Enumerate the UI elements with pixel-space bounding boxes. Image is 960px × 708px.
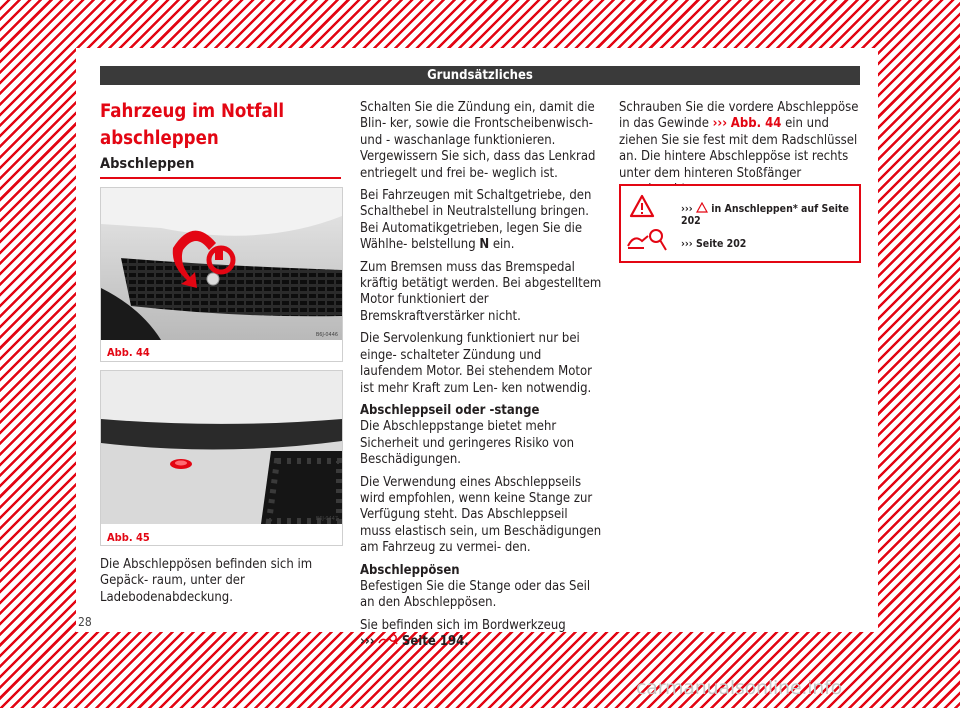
warning-ref-text: in Anschleppen* auf Seite 202 — [681, 203, 849, 227]
paragraph-toolkit: Sie befinden sich im Bordwerkzeug — [360, 617, 566, 633]
tools-icon — [378, 634, 398, 646]
figure-45-image — [101, 371, 342, 524]
figure-45-code: B6J-0447 — [315, 516, 338, 522]
figure-44 — [100, 187, 343, 362]
figure-45-caption: Abb. 45 — [107, 531, 150, 544]
gearbox-text-end: ein. — [489, 237, 515, 253]
paragraph-ignition: Schalten Sie die Zündung ein, damit die Blin- ker, sowie die Frontscheibenwisch- und - waschanlage funktionieren. Vergewissern Sie sich, dass das Lenkrad entriegelt und frei be- weglich ist. — [360, 100, 596, 181]
tools-ref-text: Seite 202 — [695, 238, 747, 250]
warning-ref-arrow: ››› — [681, 203, 693, 215]
reference-page: Seite 194. — [401, 634, 469, 650]
section-subtitle: Abschleppen — [100, 156, 195, 172]
tools-icon-large — [626, 228, 672, 252]
gear-n-label: N — [479, 237, 490, 253]
column-1-text — [100, 557, 342, 612]
paragraph-bar: Die Abschleppstange bietet mehr Sicherheit und geringeres Risiko von Beschädigungen. — [360, 419, 575, 468]
subtitle-underline — [100, 177, 341, 179]
toolkit-reference[interactable] — [360, 634, 602, 650]
warning-reference[interactable] — [681, 202, 859, 227]
figure-44-link[interactable]: Abb. 44 — [730, 116, 782, 132]
figure-45 — [100, 370, 343, 546]
figure-44-image — [101, 188, 342, 340]
warning-triangle-icon — [629, 194, 655, 218]
warning-reference-box — [619, 184, 861, 263]
column-2 — [360, 100, 602, 651]
figure-link-arrow: ››› — [712, 116, 728, 132]
heading-eyelets: Abschleppösen — [360, 562, 460, 578]
paragraph-steering: Die Servolenkung funktioniert nur bei einge- schalteter Zündung und laufendem Motor. Bei stehendem Motor ist mehr Kraft zum Len- ken notwendig. — [360, 331, 592, 396]
page-title: Fahrzeug im Notfall abschleppen — [100, 101, 285, 149]
page-number: 28 — [78, 615, 92, 629]
tools-reference[interactable] — [681, 238, 746, 250]
watermark: carmanualsonline.info — [636, 677, 843, 699]
paragraph-brakes: Zum Bremsen muss das Bremspedal kräftig betätigt werden. Bei abgestelltem Motor funktioniert der Bremskraftverstärker nicht. — [360, 259, 602, 324]
paragraph-eyelet-location: Die Abschleppösen befinden sich im Gepäck- raum, unter der Ladebodenabdeckung. — [100, 557, 313, 605]
heading-rope-bar: Abschleppseil oder -stange — [360, 402, 540, 418]
tools-ref-arrow: ››› — [681, 238, 693, 250]
figure-44-caption: Abb. 44 — [107, 346, 150, 359]
figure-44-code: B6J-0446 — [315, 332, 338, 338]
paragraph-attach: Befestigen Sie die Stange oder das Seil an den Abschleppösen. — [360, 578, 591, 611]
gearbox-text: Bei Fahrzeugen mit Schaltgetriebe, den Schalthebel in Neutralstellung bringen. Bei Automatikgetrieben, legen Sie die Wählhe- belstellung — [360, 188, 592, 253]
paragraph-rope: Die Verwendung eines Abschleppseils wird empfohlen, wenn keine Stange zur Verfügung steht. Das Abschleppseil muss elastisch sein, um Beschädigungen am Fahrzeug zu vermei- den. — [360, 474, 602, 556]
screw-text: Schrauben Sie die vordere Abschleppöse in das Gewinde — [619, 100, 859, 132]
section-header: Grundsätzliches — [100, 66, 860, 85]
small-warning-icon — [696, 202, 708, 213]
screw-text-end: ein und ziehen Sie sie fest mit dem Radschlüssel an. Die hintere Abschleppöse ist rechts unter dem hinteren Stoßfänger — [619, 116, 858, 181]
paragraph-gearbox — [360, 188, 602, 254]
reference-arrow: ››› — [360, 634, 375, 650]
